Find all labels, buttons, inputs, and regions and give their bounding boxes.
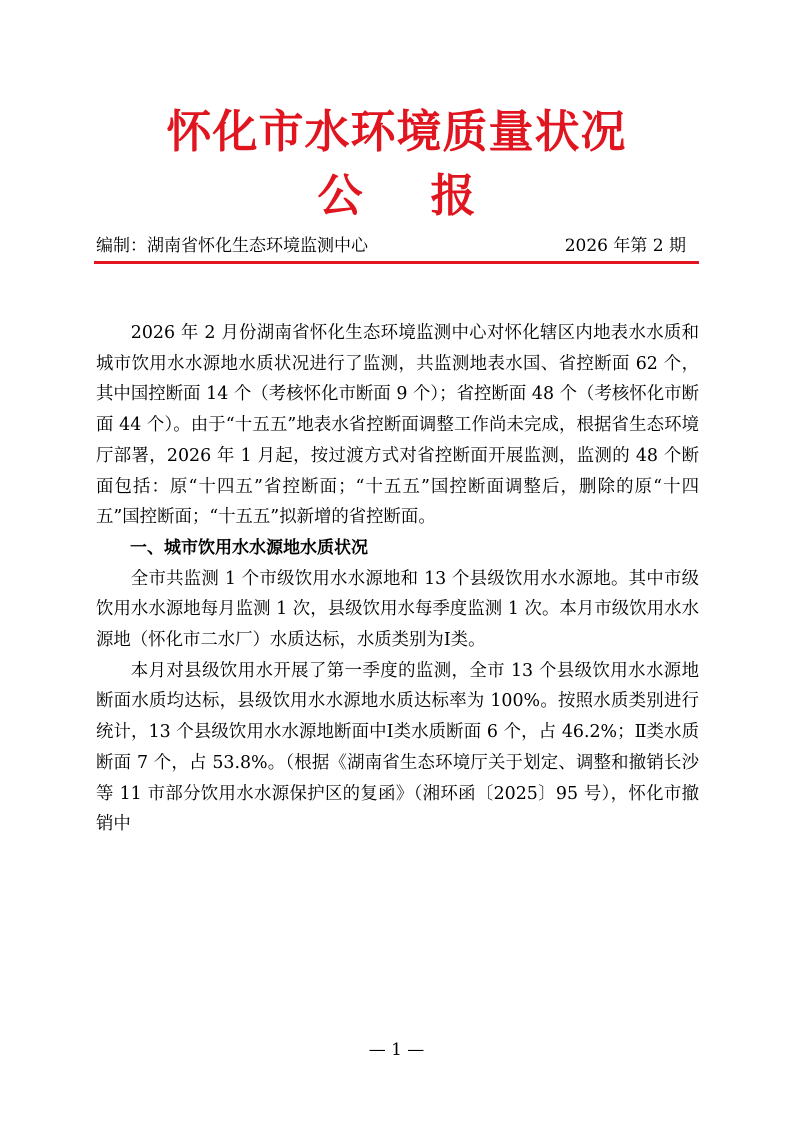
city-water-paragraph: 全市共监测 1 个市级饮用水水源地和 13 个县级饮用水水源地。其中市级饮用水水源地每月监测 1 次，县级饮用水每季度监测 1 次。本月市级饮用水水源地（怀化市二水厂）水质达标，水质类别为Ⅰ类。 (96, 568, 699, 651)
header-divider (94, 261, 699, 264)
report-info-line (96, 236, 696, 256)
section-heading-drinking-water: 一、城市饮用水水源地水质状况 (130, 537, 368, 558)
page-number: — 1 — (368, 1040, 425, 1060)
report-body (96, 318, 699, 840)
county-water-paragraph: 本月对县级饮用水开展了第一季度的监测，全市 13 个县级饮用水水源地断面水质均达标，县级饮用水水源地水质达标率为 100%。按照水质类别进行统计，13 个县级饮用水水源地断面中Ⅰ类水质断面 6 个，占 46.2%；Ⅱ类水质断面 7 个，占 53.8%。（根据《湖南省生态环境厅关于划定、调整和撤销长沙等 11 市部分饮用水水源保护区的复函》（湘环函〔2025〕95 号），怀化市撤销中 (96, 660, 699, 835)
report-subtitle (0, 168, 793, 224)
subtitle-char-1: 公 (317, 169, 363, 222)
intro-paragraph: 2026 年 2 月份湖南省怀化生态环境监测中心对怀化辖区内地表水水质和城市饮用水水源地水质状况进行了监测，共监测地表水国、省控断面 62 个，其中国控断面 14 个（考核怀化市断面 9 个）；省控断面 48 个（考核怀化市断面 44 个）。由于“十五五”地表水省控断面调整工作尚未完成，根据省生态环境厅部署，2026 年 1 月起，按过渡方式对省控断面开展监测，监测的 48 个断面包括：原“十四五”省控断面；“十五五”国控断面调整后，删除的原“十四五”国控断面；“十五五”拟新增的省控断面。 (96, 323, 699, 528)
editor-label: 编制：湖南省怀化生态环境监测中心 (96, 236, 368, 256)
report-title: 怀化市水环境质量状况 (166, 105, 627, 158)
issue-number: 2026 年第 2 期 (564, 236, 686, 256)
subtitle-char-2: 报 (430, 169, 476, 222)
